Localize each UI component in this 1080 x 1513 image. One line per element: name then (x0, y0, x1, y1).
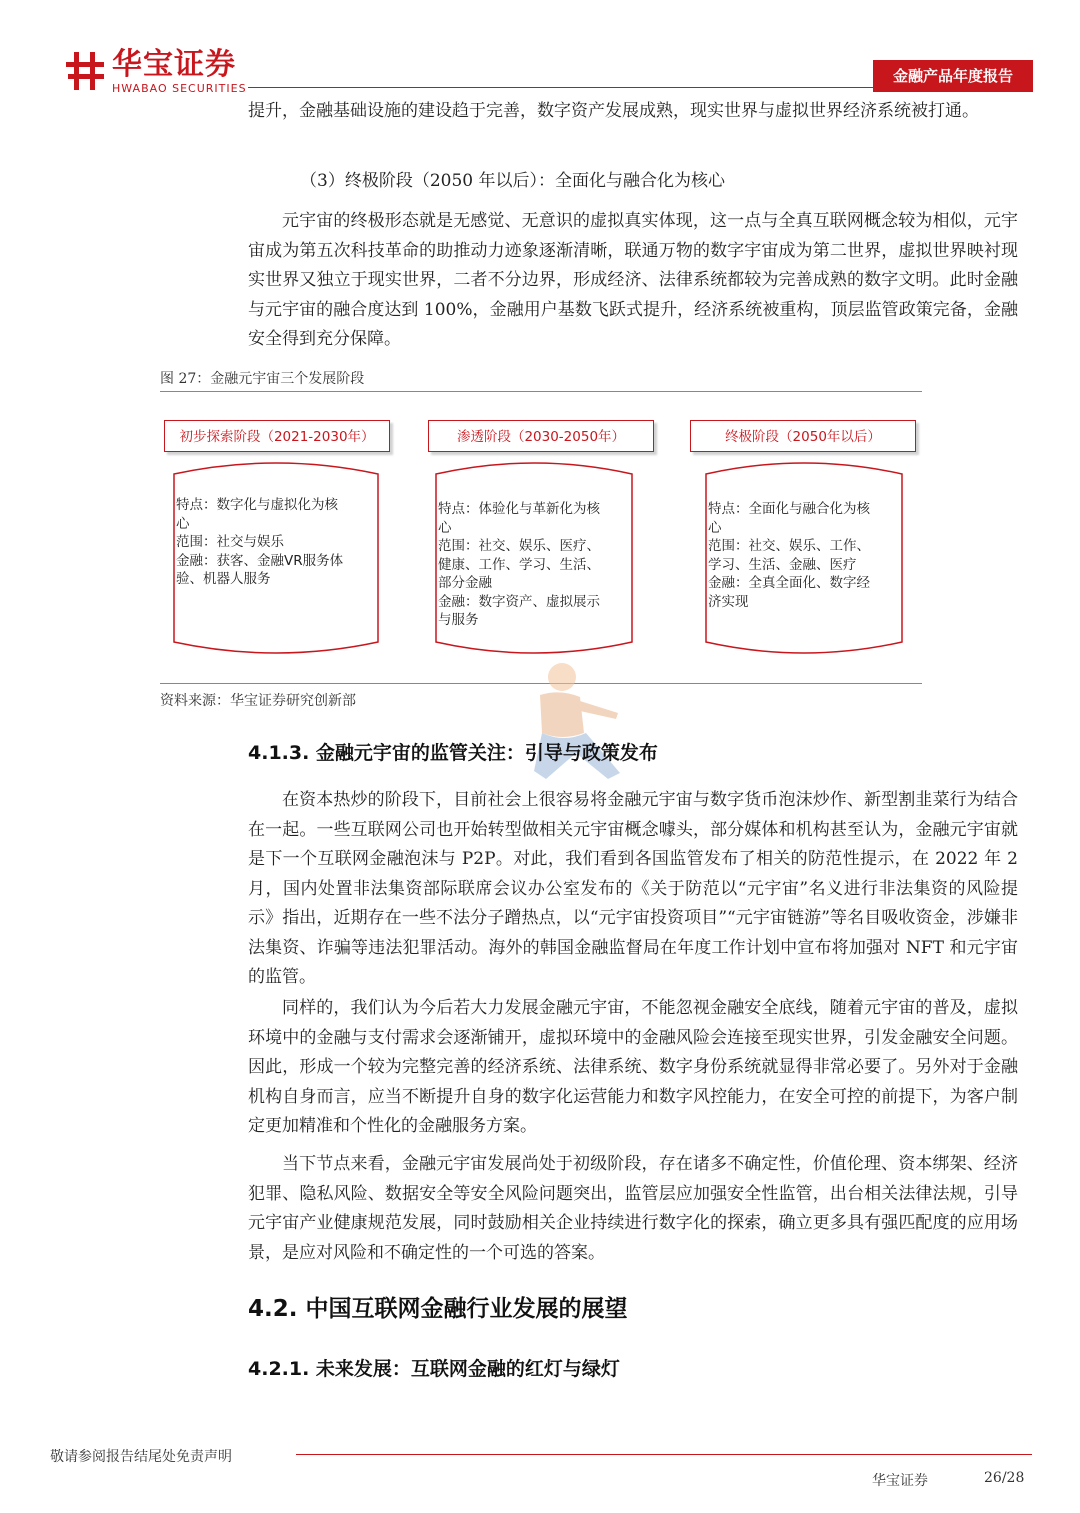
header-divider (248, 87, 873, 88)
stage-line: 济实现 (708, 593, 749, 610)
stage-line: 与服务 (438, 612, 479, 628)
section-heading-421: 4.2.1. 未来发展：互联网金融的红灯与绿灯 (248, 1358, 620, 1380)
stage-body-3 (708, 500, 904, 611)
stage-line: 范围：社交、娱乐、工作、 (708, 538, 870, 554)
footer-company: 华宝证券 (872, 1473, 928, 1489)
stage-body-2 (438, 500, 638, 630)
stage-line: 心 (176, 515, 190, 532)
paragraph-413-3: 当下节点来看，金融元宇宙发展尚处于初级阶段，存在诸多不确定性，价值伦理、资本绑架、经济犯罪、隐私风险、数据安全等安全风险问题突出，监管层应加强安全性监管，出台相关法律法规，引导元宇宙产业健康规范发展，同时鼓励相关企业持续进行数字化的探索，确立更多具有强匹配度的应用场景，是应对风险和不确定性的一个可选的答案。 (248, 1154, 1018, 1263)
stage-line: 特点：数字化与虚拟化为核 (176, 497, 338, 513)
stage-line: 验、机器人服务 (176, 571, 271, 587)
stage3-subheading: （3）终极阶段（2050 年以后）：全面化与融合化为核心 (300, 171, 725, 191)
footer-divider (296, 1454, 1032, 1455)
logo-icon (66, 50, 106, 92)
stage-title-1: 初步探索阶段（2021-2030年） (164, 420, 390, 452)
paragraph-stage3: 元宇宙的终极形态就是无感觉、无意识的虚拟真实体现，这一点与全真互联网概念较为相似，元宇宙成为第五次科技革命的助推动力迹象逐渐清晰，联通万物的数字宇宙成为第二世界，虚拟世界映衬现实世界又独立于现实世界，二者不分边界，形成经济、法律系统都较为完善成熟的数字文明。此时金融与元宇宙的融合度达到 100%，金融用户基数飞跃式提升，经济系统被重构，顶层监管政策完备，金融安全得到充分保障。 (248, 211, 1018, 349)
stage-line: 部分金融 (438, 575, 492, 591)
figure-top-rule (160, 391, 922, 392)
paragraph-413-2: 同样的，我们认为今后若大力发展金融元宇宙，不能忽视金融安全底线，随着元宇宙的普及，虚拟环境中的金融与支付需求会逐渐铺开，虚拟环境中的金融风险会连接至现实世界，引发金融安全问题。因此，形成一个较为完整完善的经济系统、法律系统、数字身份系统就显得非常必要了。另外对于金融机构自身而言，应当不断提升自身的数字化运营能力和数字风控能力，在安全可控的前提下，为客户制定更加精准和个性化的金融服务方案。 (248, 998, 1018, 1136)
stage-line: 特点：全面化与融合化为核 (708, 501, 870, 517)
figure-source: 资料来源：华宝证券研究创新部 (160, 693, 356, 709)
stage-line: 心 (708, 519, 722, 536)
stage-line: 金融：获客、金融VR服务体 (176, 552, 344, 569)
stage-line: 心 (438, 519, 452, 536)
section-heading-42: 4.2. 中国互联网金融行业发展的展望 (248, 1296, 628, 1322)
page-number: 26/28 (984, 1470, 1025, 1486)
stage-title-2: 渗透阶段（2030-2050年） (428, 420, 654, 452)
footer-disclaimer: 敬请参阅报告结尾处免责声明 (50, 1449, 232, 1465)
stage-line: 范围：社交与娱乐 (176, 534, 284, 550)
stage-body-1 (176, 496, 376, 589)
stage-line: 金融：数字资产、虚拟展示 (438, 593, 600, 610)
stage-line: 范围：社交、娱乐、医疗、 (438, 538, 600, 554)
stage-line: 健康、工作、学习、生活、 (438, 556, 600, 573)
figure-caption: 图 27：金融元宇宙三个发展阶段 (160, 371, 365, 387)
logo-text-cn: 华宝证券 (112, 47, 236, 82)
stage-line: 特点：体验化与革新化为核 (438, 501, 600, 517)
report-type-tag: 金融产品年度报告 (873, 60, 1033, 92)
section-heading-413: 4.1.3. 金融元宇宙的监管关注：引导与政策发布 (248, 742, 658, 764)
watermark-mascot-icon (500, 655, 640, 805)
logo-text-en: HWABAO SECURITIES (112, 82, 247, 95)
stage-title-3: 终极阶段（2050年以后） (690, 420, 916, 452)
stage-line: 金融：全真全面化、数字经 (708, 575, 870, 591)
paragraph-continued: 提升，金融基础设施的建设趋于完善，数字资产发展成熟，现实世界与虚拟世界经济系统被打通。 (248, 101, 979, 121)
paragraph-413-1: 在资本热炒的阶段下，目前社会上很容易将金融元宇宙与数字货币泡沫炒作、新型割韭菜行为结合在一起。一些互联网公司也开始转型做相关元宇宙概念噱头，部分媒体和机构甚至认为，金融元宇宙就是下一个互联网金融泡沫与 P2P。对此，我们看到各国监管发布了相关的防范性提示，在 2022 年 2 月，国内处置非法集资部际联席会议办公室发布的《关于防范以“元宇宙”名义进行非法集资的风险提示》指出，近期存在一些不法分子蹭热点，以“元宇宙投资项目”“元宇宙链游”等名目吸收资金，涉嫌非法集资、诈骗等违法犯罪活动。海外的韩国金融监督局在年度工作计划中宣布将加强对 NFT 和元宇宙的监管。 (248, 790, 1018, 987)
stage-line: 学习、生活、金融、医疗 (708, 556, 857, 573)
